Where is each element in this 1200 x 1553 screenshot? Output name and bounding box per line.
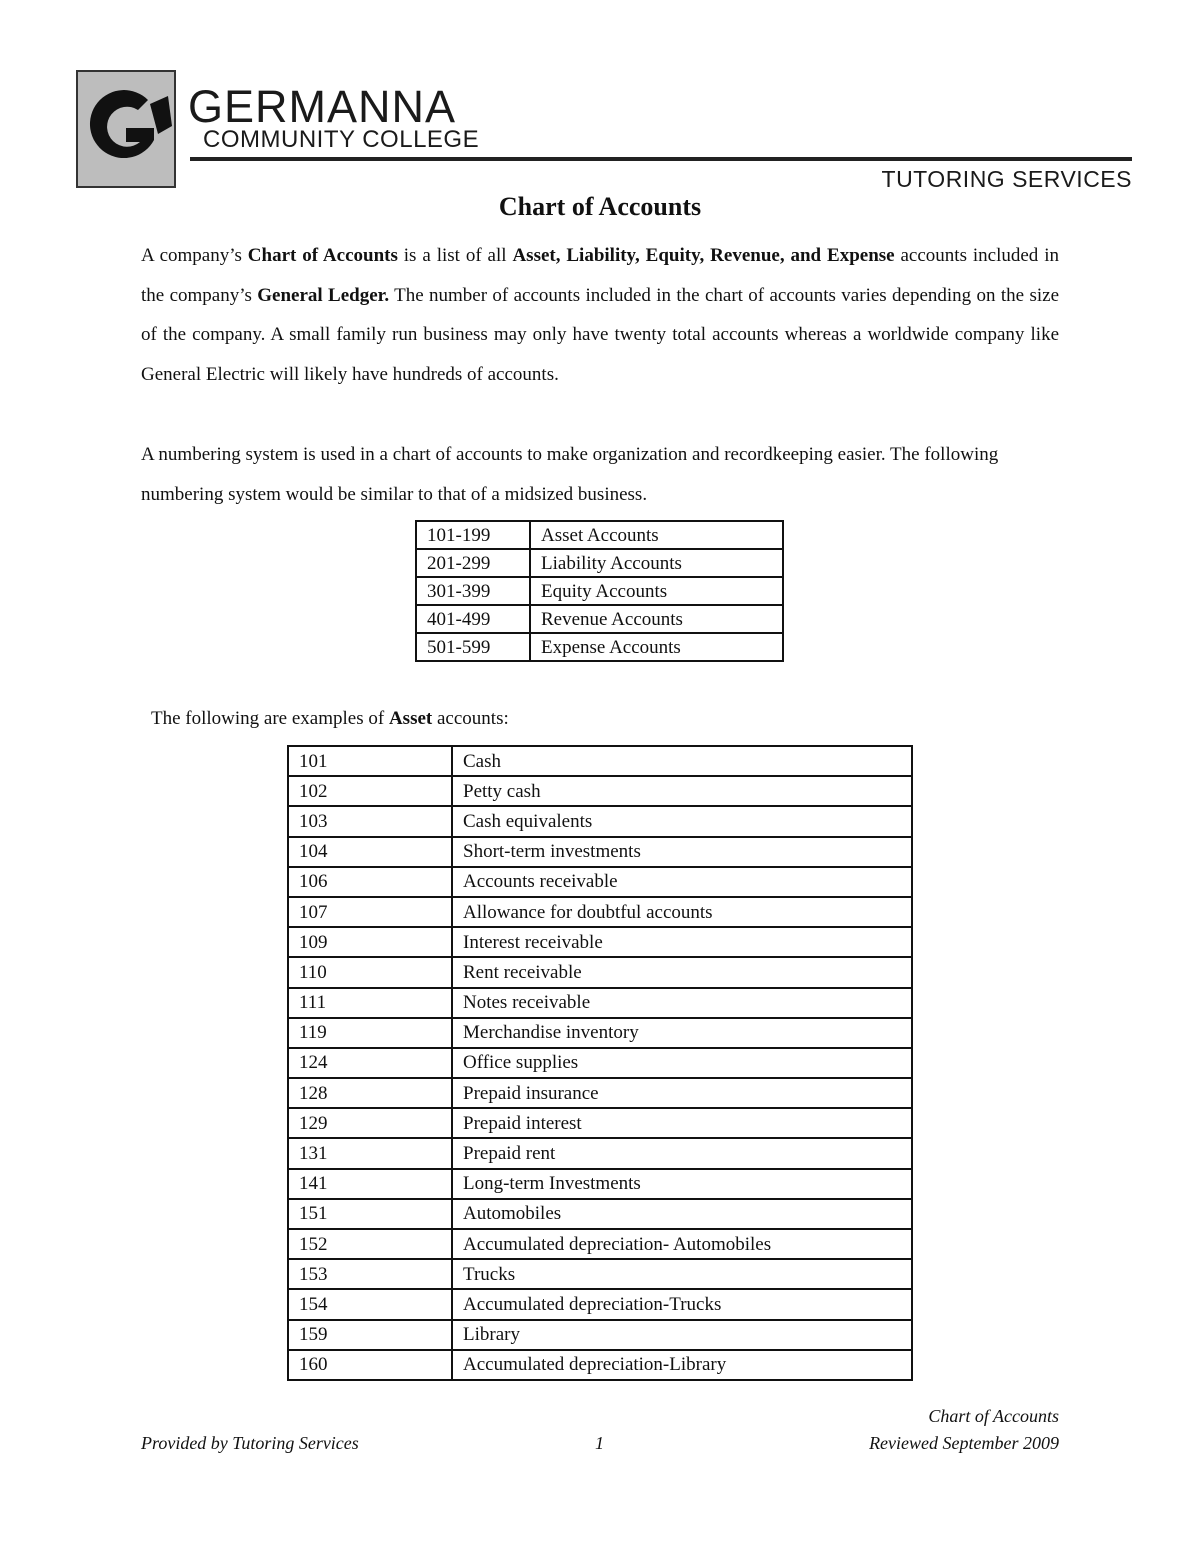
asset-row-num: 153 <box>288 1259 452 1289</box>
asset-row <box>288 1108 912 1138</box>
asset-row <box>288 1048 912 1078</box>
asset-row <box>288 1320 912 1350</box>
header-rule <box>190 157 1132 161</box>
asset-row-num: 101 <box>288 746 452 776</box>
asset-row-num: 124 <box>288 1048 452 1078</box>
asset-row-name: Office supplies <box>452 1048 912 1078</box>
range-row <box>416 521 783 549</box>
asset-row <box>288 837 912 867</box>
asset-row-num: 154 <box>288 1289 452 1319</box>
asset-row-name: Library <box>452 1320 912 1350</box>
asset-row <box>288 1169 912 1199</box>
asset-row-name: Allowance for doubtful accounts <box>452 897 912 927</box>
asset-row-num: 110 <box>288 957 452 987</box>
range-row-range: 501-599 <box>416 633 530 661</box>
asset-row-name: Petty cash <box>452 776 912 806</box>
asset-row <box>288 867 912 897</box>
asset-row-num: 131 <box>288 1138 452 1168</box>
range-row-label: Equity Accounts <box>530 577 783 605</box>
asset-row <box>288 1018 912 1048</box>
asset-row-name: Cash <box>452 746 912 776</box>
asset-row <box>288 1289 912 1319</box>
asset-row-name: Rent receivable <box>452 957 912 987</box>
asset-row <box>288 806 912 836</box>
asset-row-name: Long-term Investments <box>452 1169 912 1199</box>
range-row-label: Liability Accounts <box>530 549 783 577</box>
college-logo-icon <box>76 70 176 188</box>
asset-row-name: Accumulated depreciation- Automobiles <box>452 1229 912 1259</box>
asset-row-name: Notes receivable <box>452 988 912 1018</box>
asset-row-num: 160 <box>288 1350 452 1380</box>
range-row-range: 401-499 <box>416 605 530 633</box>
asset-row-num: 119 <box>288 1018 452 1048</box>
page-title: Chart of Accounts <box>498 192 702 221</box>
asset-row-num: 104 <box>288 837 452 867</box>
asset-row-name: Cash equivalents <box>452 806 912 836</box>
asset-row <box>288 897 912 927</box>
asset-row <box>288 1259 912 1289</box>
asset-row <box>288 1350 912 1380</box>
asset-row-name: Interest receivable <box>452 927 912 957</box>
asset-row-name: Accounts receivable <box>452 867 912 897</box>
asset-row-name: Trucks <box>452 1259 912 1289</box>
range-row <box>416 605 783 633</box>
footer-doc-title: Chart of Accounts <box>928 1406 1059 1426</box>
asset-row-name: Accumulated depreciation-Trucks <box>452 1289 912 1319</box>
range-row <box>416 549 783 577</box>
asset-row-num: 102 <box>288 776 452 806</box>
department-label: TUTORING SERVICES <box>881 166 1132 192</box>
asset-row <box>288 988 912 1018</box>
footer-page-number: 1 <box>595 1433 604 1453</box>
asset-row <box>288 1199 912 1229</box>
asset-row-num: 128 <box>288 1078 452 1108</box>
asset-row <box>288 957 912 987</box>
asset-row-name: Prepaid rent <box>452 1138 912 1168</box>
logo-wordmark: GERMANNA <box>188 81 457 132</box>
asset-row <box>288 776 912 806</box>
footer-provided-by: Provided by Tutoring Services <box>141 1433 359 1453</box>
asset-row-num: 159 <box>288 1320 452 1350</box>
asset-row-num: 151 <box>288 1199 452 1229</box>
asset-row-num: 141 <box>288 1169 452 1199</box>
intro-paragraph: A company’s Chart of Accounts is a list of all Asset, Liability, Equity, Revenue, and Expense accounts included in the company’s General Ledger. The number of accounts included in the chart of accounts varies depending on the size of the company. A small family run business may only have twenty total accounts whereas a worldwide company like General Electric will likely have hundreds of accounts. <box>141 245 1060 385</box>
asset-row-name: Short-term investments <box>452 837 912 867</box>
numbering-ranges-table <box>415 520 784 662</box>
asset-row-num: 103 <box>288 806 452 836</box>
asset-row-num: 129 <box>288 1108 452 1138</box>
range-row-label: Asset Accounts <box>530 521 783 549</box>
asset-row-num: 109 <box>288 927 452 957</box>
asset-row-num: 111 <box>288 988 452 1018</box>
asset-row-name: Prepaid insurance <box>452 1078 912 1108</box>
asset-row-name: Accumulated depreciation-Library <box>452 1350 912 1380</box>
range-row-range: 101-199 <box>416 521 530 549</box>
range-row <box>416 633 783 661</box>
asset-row-name: Automobiles <box>452 1199 912 1229</box>
asset-accounts-table <box>287 745 913 1381</box>
range-row <box>416 577 783 605</box>
asset-row <box>288 927 912 957</box>
asset-row <box>288 746 912 776</box>
asset-row <box>288 1229 912 1259</box>
asset-row <box>288 1078 912 1108</box>
asset-row-name: Prepaid interest <box>452 1108 912 1138</box>
numbering-paragraph: A numbering system is used in a chart of accounts to make organization and recordkeeping easier. The following numbering system would be similar to that of a midsized business. <box>141 444 999 505</box>
range-row-label: Revenue Accounts <box>530 605 783 633</box>
logo-subtitle: COMMUNITY COLLEGE <box>203 126 480 153</box>
range-row-label: Expense Accounts <box>530 633 783 661</box>
range-row-range: 201-299 <box>416 549 530 577</box>
assets-intro: The following are examples of Asset accounts: <box>151 708 509 729</box>
asset-row-num: 106 <box>288 867 452 897</box>
range-row-range: 301-399 <box>416 577 530 605</box>
asset-row-num: 152 <box>288 1229 452 1259</box>
asset-row-name: Merchandise inventory <box>452 1018 912 1048</box>
asset-row <box>288 1138 912 1168</box>
asset-row-num: 107 <box>288 897 452 927</box>
footer-reviewed: Reviewed September 2009 <box>869 1433 1059 1453</box>
